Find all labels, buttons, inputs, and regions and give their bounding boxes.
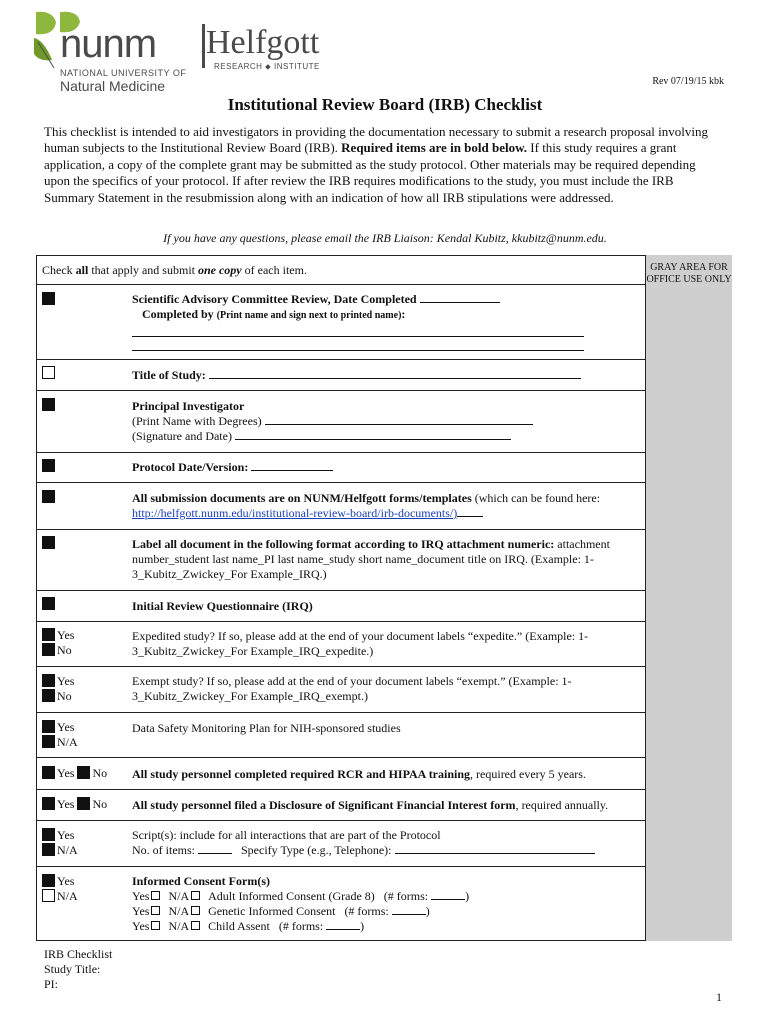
sac-name-line-1[interactable] xyxy=(132,326,584,337)
pi-sign-label: (Signature and Date) xyxy=(132,429,232,443)
consent-genetic-count[interactable] xyxy=(392,904,426,915)
exempt-yes[interactable] xyxy=(42,674,74,689)
yes-label: Yes xyxy=(57,828,75,842)
instruction-mid: that apply and submit xyxy=(88,263,198,277)
exempt-item: Exempt study? If so, please add at the end of your document labels “exempt.” (Example: 1-3_Kubitz_Zwickey_For Example_IRQ_exempt.) xyxy=(132,674,572,703)
consent-options xyxy=(42,874,78,904)
sac-print-sign: (Print name and sign next to printed name) xyxy=(216,310,402,321)
na-label: N/A xyxy=(57,735,78,749)
dsmp-item: Data Safety Monitoring Plan for NIH-sponsored studies xyxy=(132,721,401,735)
no-label: No xyxy=(92,766,108,780)
title-of-study-field[interactable] xyxy=(209,368,581,379)
consent-genetic-row xyxy=(132,904,632,919)
consent-child-yes[interactable] xyxy=(151,921,160,930)
logo-divider xyxy=(202,24,205,68)
forms-bold: All submission documents are on NUNM/Helfgott forms/templates xyxy=(132,491,472,505)
yes-label: Yes xyxy=(57,874,75,888)
disclosure-yes[interactable] xyxy=(42,797,74,811)
scripts-item xyxy=(132,828,632,858)
nunm-subtitle-1: NATIONAL UNIVERSITY OF xyxy=(60,68,187,78)
forms-count-label: (# forms: xyxy=(278,919,324,933)
protocol-checkbox[interactable] xyxy=(42,459,57,474)
protocol-item xyxy=(132,460,632,475)
consent-genetic-label: Genetic Informed Consent xyxy=(208,904,336,918)
nunm-wordmark: nunm xyxy=(60,22,157,66)
yes-label: Yes xyxy=(132,889,150,903)
yes-label: Yes xyxy=(132,904,150,918)
row-divider xyxy=(36,452,646,453)
training-item xyxy=(132,767,632,782)
forms-count-label: (# forms: xyxy=(344,904,389,918)
yes-label: Yes xyxy=(57,674,75,688)
row-divider xyxy=(36,820,646,821)
yes-label: Yes xyxy=(57,766,75,780)
pi-checkbox[interactable] xyxy=(42,398,57,413)
consent-adult-row xyxy=(132,889,632,904)
label-item xyxy=(132,537,632,582)
dsmp-yes[interactable] xyxy=(42,720,78,735)
disclosure-item xyxy=(132,798,632,813)
office-use-area xyxy=(646,255,732,941)
pi-print-label: (Print Name with Degrees) xyxy=(132,414,262,428)
pi-name-field[interactable] xyxy=(265,414,533,425)
row-divider xyxy=(36,712,646,713)
row-divider xyxy=(36,529,646,530)
consent-genetic-yes[interactable] xyxy=(151,906,160,915)
instruction-all: all xyxy=(75,263,89,277)
title-of-study-label: Title of Study: xyxy=(132,368,206,382)
consent-child-label: Child Assent xyxy=(208,919,270,933)
close-paren: ) xyxy=(425,904,430,918)
pi-title: Principal Investigator xyxy=(132,399,245,413)
intro-text-2: If this study requires a grant application, a copy of the complete grant may be submitted as the study protocol. Other materials may be required depending upon the specifics of your protocol. If after review the IRB requires modifications to the study, you must include the IRB Summary Statement in the resubmission along with an indication of how all IRB stipulations were addressed. xyxy=(44,140,696,205)
consent-adult-na[interactable] xyxy=(191,891,200,900)
na-label: N/A xyxy=(168,904,190,918)
intro-text-1: This checklist is intended to aid investigators in providing the documentation necessary to submit a research proposal involving human subjects to the Institutional Review Board (IRB). xyxy=(44,124,708,156)
expedited-item: Expedited study? If so, please add at the end of your document labels “expedite.” (Example: 1-3_Kubitz_Zwickey_For Example_IRQ_expedite.) xyxy=(132,629,589,658)
close-paren: ) xyxy=(465,889,470,903)
expedited-options xyxy=(42,628,74,658)
consent-na[interactable] xyxy=(42,889,78,904)
forms-count-label: (# forms: xyxy=(383,889,429,903)
footer-line-1: IRB Checklist xyxy=(44,947,113,961)
consent-adult-yes[interactable] xyxy=(151,891,160,900)
sac-item: Scientific Advisory Committee Review, Date Completed Completed by (Print name and sign next to printed name): xyxy=(132,292,632,351)
irq-item xyxy=(132,599,632,614)
expedited-yes[interactable] xyxy=(42,628,74,643)
scripts-yes[interactable] xyxy=(42,828,78,843)
row-divider xyxy=(36,666,646,667)
footer-pi: PI: xyxy=(44,977,59,991)
row-divider xyxy=(36,757,646,758)
no-label: No xyxy=(57,643,72,657)
scripts-options xyxy=(42,828,78,858)
consent-title: Informed Consent Form(s) xyxy=(132,874,270,888)
revision-label: Rev 07/19/15 kbk xyxy=(652,76,724,87)
row-divider xyxy=(36,359,646,360)
scripts-no-field[interactable] xyxy=(198,843,232,854)
disclosure-rest: , required annually. xyxy=(515,798,609,812)
sac-completed-by: Completed by xyxy=(142,307,214,321)
instruction-post: of each item. xyxy=(241,263,307,277)
title-of-study-item xyxy=(132,368,632,383)
row-divider xyxy=(36,390,646,391)
na-label: N/A xyxy=(168,919,190,933)
training-yes[interactable] xyxy=(42,766,74,780)
row-divider xyxy=(36,590,646,591)
sac-date-field[interactable] xyxy=(420,292,500,303)
label-checkbox[interactable] xyxy=(42,536,57,551)
protocol-label: Protocol Date/Version: xyxy=(132,460,249,474)
yes-label: Yes xyxy=(57,797,75,811)
na-label: N/A xyxy=(168,889,190,903)
disclosure-bold: All study personnel filed a Disclosure of Significant Financial Interest form xyxy=(132,798,516,812)
irq-checkbox[interactable] xyxy=(42,597,57,612)
row-divider xyxy=(36,284,646,285)
consent-adult-label: Adult Informed Consent (Grade 8) xyxy=(208,889,375,903)
scripts-na[interactable] xyxy=(42,843,78,858)
scripts-no-label: No. of items: xyxy=(132,843,195,857)
row-divider xyxy=(36,482,646,483)
consent-item xyxy=(132,874,632,934)
training-no[interactable] xyxy=(77,766,107,780)
close-paren: ) xyxy=(360,919,365,933)
na-label: N/A xyxy=(57,843,78,857)
yes-label: Yes xyxy=(57,628,75,642)
consent-child-count[interactable] xyxy=(326,919,360,930)
exempt-options xyxy=(42,674,74,704)
forms-link[interactable]: http://helfgott.nunm.edu/institutional-review-board/irb-documents/) xyxy=(132,506,458,520)
sac-name-line-2[interactable] xyxy=(132,340,584,351)
training-rest: , required every 5 years. xyxy=(470,767,586,781)
disclosure-options xyxy=(42,797,107,812)
consent-child-na[interactable] xyxy=(191,921,200,930)
instruction-one-copy: one copy xyxy=(197,263,242,277)
label-rest: attachment number_student last name_PI last name_study short name_document title on IRQ. (Example: 1-3_Kubitz_Zwickey_For Example_IRQ.) xyxy=(132,537,610,581)
pi-signature-field[interactable] xyxy=(235,429,511,440)
intro-paragraph xyxy=(44,124,724,206)
forms-item xyxy=(132,491,632,521)
forms-link-tail xyxy=(457,506,483,517)
row-divider xyxy=(36,789,646,790)
dsmp-options xyxy=(42,720,78,750)
consent-genetic-na[interactable] xyxy=(191,906,200,915)
footer xyxy=(44,947,112,992)
training-options xyxy=(42,766,107,781)
sac-checkbox[interactable] xyxy=(42,292,57,307)
yes-label: Yes xyxy=(57,720,75,734)
instruction-pre: Check xyxy=(42,263,76,277)
row-divider xyxy=(36,621,646,622)
title-checkbox[interactable] xyxy=(42,366,57,381)
exempt-no[interactable] xyxy=(42,689,74,704)
expedited-no[interactable] xyxy=(42,643,74,658)
footer-study-title: Study Title: xyxy=(44,962,101,976)
disclosure-no[interactable] xyxy=(77,797,107,811)
dsmp-na[interactable] xyxy=(42,735,78,750)
no-label: No xyxy=(57,689,72,703)
protocol-field[interactable] xyxy=(251,460,333,471)
yes-label: Yes xyxy=(132,919,150,933)
helfgott-subtitle: RESEARCH ⬥ INSTITUTE xyxy=(214,62,320,71)
forms-checkbox[interactable] xyxy=(42,490,57,505)
scripts-type-field[interactable] xyxy=(395,843,595,854)
sac-title: Scientific Advisory Committee Review, Date Completed xyxy=(132,292,417,306)
na-label: N/A xyxy=(57,889,78,903)
logo xyxy=(30,10,360,94)
no-label: No xyxy=(92,797,108,811)
scripts-type-label: Specify Type (e.g., Telephone): xyxy=(241,843,392,857)
office-use-label: GRAY AREA FOR OFFICE USE ONLY xyxy=(646,262,732,285)
helfgott-wordmark: Helfgott xyxy=(206,24,320,61)
nunm-subtitle-2: Natural Medicine xyxy=(60,78,166,94)
irq-label: Initial Review Questionnaire (IRQ) xyxy=(132,599,313,613)
pi-item xyxy=(132,399,632,444)
consent-adult-count[interactable] xyxy=(431,889,465,900)
row-divider xyxy=(36,866,646,867)
consent-child-row xyxy=(132,919,632,934)
scripts-line-1: Script(s): include for all interactions that are part of the Protocol xyxy=(132,828,441,842)
label-bold: Label all document in the following format according to IRQ attachment numeric: xyxy=(132,537,555,551)
page-title: Institutional Review Board (IRB) Checklist xyxy=(227,95,543,114)
intro-bold: Required items are in bold below. xyxy=(341,140,528,156)
consent-yes[interactable] xyxy=(42,874,78,889)
contact-line: If you have any questions, please email the IRB Liaison: Kendal Kubitz, kkubitz@nunm.edu. xyxy=(163,231,607,245)
training-bold: All study personnel completed required RCR and HIPAA training xyxy=(132,767,471,781)
instruction-text xyxy=(42,263,632,278)
forms-rest: (which can be found here: xyxy=(471,491,601,505)
page-number: 1 xyxy=(716,990,722,1004)
